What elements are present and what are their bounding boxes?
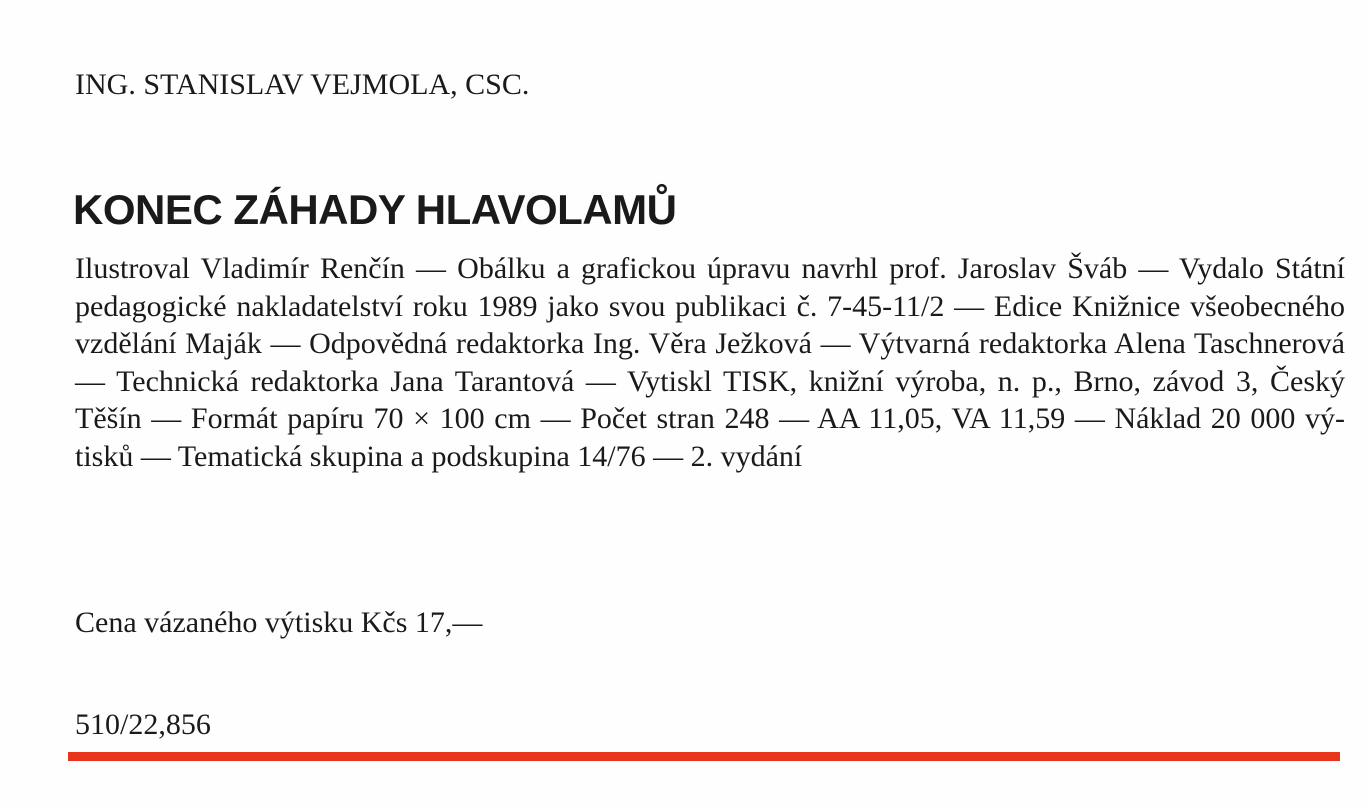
publication-credits: Ilustroval Vladimír Renčín — Obálku a grafickou úpravu navrhl prof. Jaroslav Šváb — Vydalo Státní pedagogické nakladatelství roku 1989 jako svou publikaci č. 7-45-11/2 — Edice Knižnice všeobecného vzdělání Maják — Odpovědná redaktorka Ing. Věra Ježková — Výtvarná redaktorka Alena Taschnerová — Technická redaktorka Jana Tarantová — Vytiskl TISK, knižní výroba, n. p., Brno, závod 3, Český Těšín — Formát papíru 70 × 100 cm — Počet stran 248 — AA 11,05, VA 11,59 — Náklad 20 000 výtisků — Tematická skupina a podskupina 14/76 — 2. vydání <box>75 252 1345 473</box>
price-line: Cena vázaného výtisku Kčs 17,— <box>75 606 483 639</box>
author-name: ING. STANISLAV VEJMOLA, CSC. <box>75 68 530 101</box>
book-title: KONEC ZÁHADY HLAVOLAMŮ <box>73 186 677 233</box>
catalog-code: 510/22,856 <box>75 708 211 741</box>
red-divider-rule <box>68 752 1340 761</box>
